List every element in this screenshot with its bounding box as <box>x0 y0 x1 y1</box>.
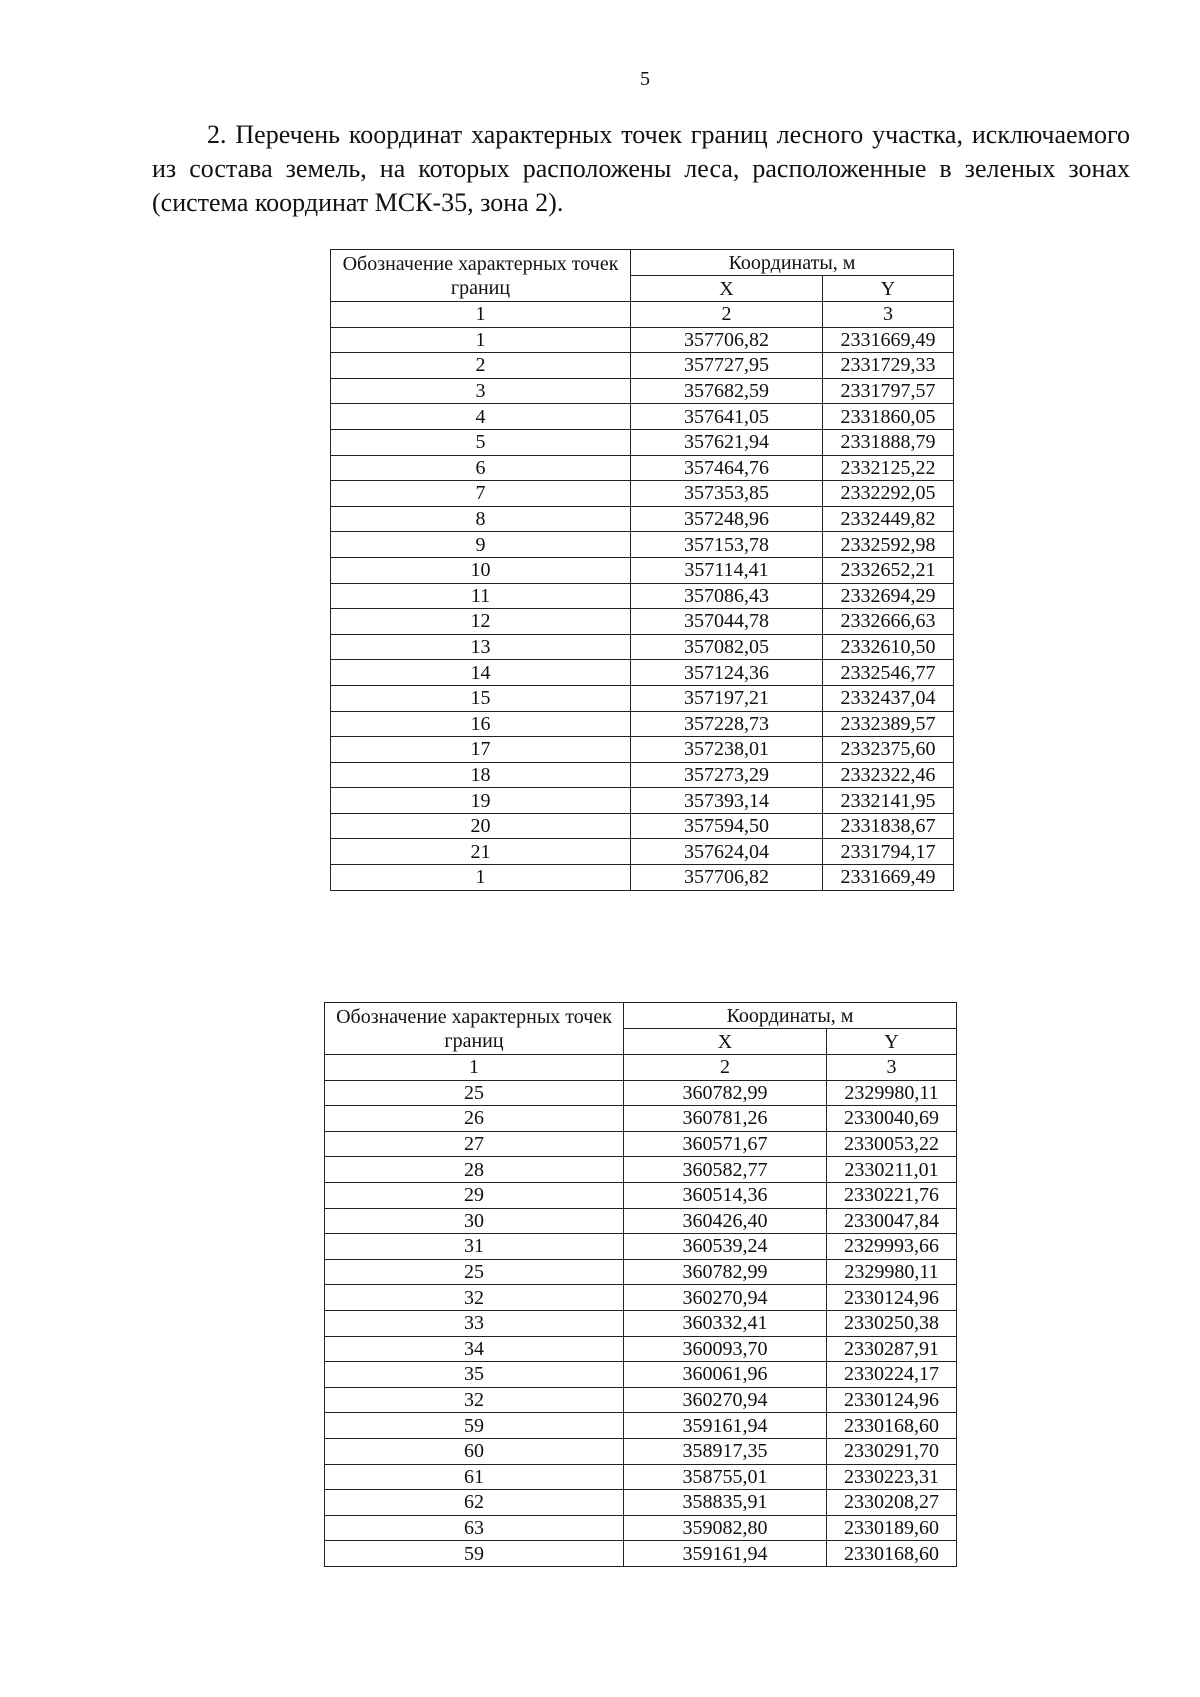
table-row <box>325 1208 957 1234</box>
y-coordinate-cell: 2330211,01 <box>827 1157 957 1183</box>
point-cell: 5 <box>331 429 631 455</box>
y-coordinate-cell: 2330208,27 <box>827 1490 957 1516</box>
column-number-row <box>325 1055 957 1081</box>
point-cell: 2 <box>331 353 631 379</box>
x-coordinate-cell: 360781,26 <box>624 1106 827 1132</box>
point-cell: 4 <box>331 404 631 430</box>
coordinates-header: Координаты, м <box>624 1003 957 1029</box>
y-coordinate-cell: 2331838,67 <box>823 813 954 839</box>
point-cell: 13 <box>331 634 631 660</box>
y-coordinate-cell: 2329980,11 <box>827 1080 957 1106</box>
x-coordinate-cell: 360782,99 <box>624 1080 827 1106</box>
y-coordinate-cell: 2330189,60 <box>827 1515 957 1541</box>
table-row <box>331 378 954 404</box>
table-row <box>325 1515 957 1541</box>
x-coordinate-cell: 358917,35 <box>624 1438 827 1464</box>
y-coordinate-cell: 2332694,29 <box>823 583 954 609</box>
table-row <box>331 404 954 430</box>
point-cell: 12 <box>331 609 631 635</box>
table-row <box>331 429 954 455</box>
point-cell: 62 <box>325 1490 624 1516</box>
table-row <box>325 1106 957 1132</box>
table-row <box>325 1234 957 1260</box>
coordinates-table-2 <box>324 1002 957 1567</box>
point-cell: 11 <box>331 583 631 609</box>
point-cell: 25 <box>325 1259 624 1285</box>
y-coordinate-cell: 2330168,60 <box>827 1413 957 1439</box>
point-cell: 59 <box>325 1413 624 1439</box>
x-coordinate-cell: 358835,91 <box>624 1490 827 1516</box>
y-coordinate-cell: 2330124,96 <box>827 1285 957 1311</box>
x-coordinate-cell: 357464,76 <box>631 455 823 481</box>
point-cell: 19 <box>331 788 631 814</box>
table-row <box>331 481 954 507</box>
y-coordinate-cell: 2332592,98 <box>823 532 954 558</box>
y-coordinate-cell: 2330250,38 <box>827 1310 957 1336</box>
table-row <box>331 737 954 763</box>
column-number: 1 <box>325 1055 624 1081</box>
column-number: 3 <box>827 1055 957 1081</box>
x-coordinate-cell: 357153,78 <box>631 532 823 558</box>
x-column-header: X <box>631 276 823 302</box>
y-coordinate-cell: 2332292,05 <box>823 481 954 507</box>
y-column-header: Y <box>827 1029 957 1055</box>
y-coordinate-cell: 2332652,21 <box>823 557 954 583</box>
point-cell: 20 <box>331 813 631 839</box>
point-cell: 26 <box>325 1106 624 1132</box>
x-coordinate-cell: 360582,77 <box>624 1157 827 1183</box>
y-coordinate-cell: 2331794,17 <box>823 839 954 865</box>
x-coordinate-cell: 360093,70 <box>624 1336 827 1362</box>
point-cell: 34 <box>325 1336 624 1362</box>
table-row <box>331 788 954 814</box>
x-coordinate-cell: 357706,82 <box>631 865 823 891</box>
y-coordinate-cell: 2330053,22 <box>827 1131 957 1157</box>
table-row <box>331 813 954 839</box>
point-cell: 30 <box>325 1208 624 1234</box>
y-coordinate-cell: 2330287,91 <box>827 1336 957 1362</box>
table-row <box>331 506 954 532</box>
point-cell: 14 <box>331 660 631 686</box>
y-coordinate-cell: 2332389,57 <box>823 711 954 737</box>
table-row <box>325 1259 957 1285</box>
x-coordinate-cell: 357393,14 <box>631 788 823 814</box>
x-coordinate-cell: 359161,94 <box>624 1541 827 1567</box>
y-column-header: Y <box>823 276 954 302</box>
table-row <box>325 1182 957 1208</box>
x-coordinate-cell: 360782,99 <box>624 1259 827 1285</box>
x-coordinate-cell: 360332,41 <box>624 1310 827 1336</box>
x-coordinate-cell: 357086,43 <box>631 583 823 609</box>
table-row <box>331 532 954 558</box>
point-cell: 31 <box>325 1234 624 1260</box>
point-cell: 17 <box>331 737 631 763</box>
column-number: 2 <box>624 1055 827 1081</box>
table-row <box>325 1541 957 1567</box>
point-cell: 59 <box>325 1541 624 1567</box>
point-cell: 7 <box>331 481 631 507</box>
table-row <box>325 1131 957 1157</box>
table-row <box>325 1157 957 1183</box>
page-number: 5 <box>640 68 650 90</box>
x-coordinate-cell: 360571,67 <box>624 1131 827 1157</box>
table-row <box>331 634 954 660</box>
point-cell: 6 <box>331 455 631 481</box>
coordinates-header: Координаты, м <box>631 250 954 276</box>
table-row <box>331 583 954 609</box>
y-coordinate-cell: 2332375,60 <box>823 737 954 763</box>
point-column-header: Обозначение характерных точек границ <box>331 250 631 302</box>
table-row <box>325 1464 957 1490</box>
point-cell: 8 <box>331 506 631 532</box>
table-row <box>325 1362 957 1388</box>
y-coordinate-cell: 2332666,63 <box>823 609 954 635</box>
table-row <box>331 711 954 737</box>
table-row <box>325 1413 957 1439</box>
x-coordinate-cell: 357238,01 <box>631 737 823 763</box>
x-coordinate-cell: 358755,01 <box>624 1464 827 1490</box>
table-header-row <box>331 250 954 276</box>
table-row <box>325 1387 957 1413</box>
coordinates-table-1 <box>330 249 954 891</box>
point-cell: 9 <box>331 532 631 558</box>
column-number: 2 <box>631 302 823 328</box>
point-cell: 21 <box>331 839 631 865</box>
y-coordinate-cell: 2330221,76 <box>827 1182 957 1208</box>
point-cell: 1 <box>331 327 631 353</box>
point-cell: 35 <box>325 1362 624 1388</box>
point-cell: 32 <box>325 1285 624 1311</box>
x-coordinate-cell: 357682,59 <box>631 378 823 404</box>
y-coordinate-cell: 2330047,84 <box>827 1208 957 1234</box>
x-coordinate-cell: 357706,82 <box>631 327 823 353</box>
x-coordinate-cell: 359161,94 <box>624 1413 827 1439</box>
y-coordinate-cell: 2330040,69 <box>827 1106 957 1132</box>
x-coordinate-cell: 360514,36 <box>624 1182 827 1208</box>
table-row <box>331 353 954 379</box>
column-number: 3 <box>823 302 954 328</box>
y-coordinate-cell: 2331729,33 <box>823 353 954 379</box>
section-paragraph: 2. Перечень координат характерных точек границ лесного участка, исключаемого из состава земель, на которых расположены леса, расположенные в зеленых зонах (система координат МСК-35, зона 2). <box>152 120 1130 217</box>
point-cell: 33 <box>325 1310 624 1336</box>
y-coordinate-cell: 2331888,79 <box>823 429 954 455</box>
y-coordinate-cell: 2330224,17 <box>827 1362 957 1388</box>
point-column-header: Обозначение характерных точек границ <box>325 1003 624 1055</box>
x-coordinate-cell: 357114,41 <box>631 557 823 583</box>
x-coordinate-cell: 357124,36 <box>631 660 823 686</box>
x-coordinate-cell: 357727,95 <box>631 353 823 379</box>
point-cell: 27 <box>325 1131 624 1157</box>
table-row <box>331 609 954 635</box>
column-number: 1 <box>331 302 631 328</box>
y-coordinate-cell: 2332322,46 <box>823 762 954 788</box>
x-coordinate-cell: 360426,40 <box>624 1208 827 1234</box>
x-coordinate-cell: 357228,73 <box>631 711 823 737</box>
x-coordinate-cell: 357044,78 <box>631 609 823 635</box>
x-coordinate-cell: 357248,96 <box>631 506 823 532</box>
y-coordinate-cell: 2331860,05 <box>823 404 954 430</box>
point-cell: 16 <box>331 711 631 737</box>
x-coordinate-cell: 357621,94 <box>631 429 823 455</box>
y-coordinate-cell: 2329993,66 <box>827 1234 957 1260</box>
point-cell: 1 <box>331 865 631 891</box>
y-coordinate-cell: 2330223,31 <box>827 1464 957 1490</box>
table-header-row <box>325 1003 957 1029</box>
y-coordinate-cell: 2332141,95 <box>823 788 954 814</box>
table-row <box>331 762 954 788</box>
point-cell: 18 <box>331 762 631 788</box>
point-cell: 29 <box>325 1182 624 1208</box>
x-coordinate-cell: 357273,29 <box>631 762 823 788</box>
point-cell: 15 <box>331 685 631 711</box>
table-row <box>331 839 954 865</box>
table-row <box>331 865 954 891</box>
y-coordinate-cell: 2330291,70 <box>827 1438 957 1464</box>
table-row <box>331 660 954 686</box>
y-coordinate-cell: 2331669,49 <box>823 327 954 353</box>
y-coordinate-cell: 2330124,96 <box>827 1387 957 1413</box>
point-cell: 25 <box>325 1080 624 1106</box>
point-cell: 3 <box>331 378 631 404</box>
y-coordinate-cell: 2331797,57 <box>823 378 954 404</box>
table-row <box>325 1310 957 1336</box>
y-coordinate-cell: 2332546,77 <box>823 660 954 686</box>
y-coordinate-cell: 2330168,60 <box>827 1541 957 1567</box>
point-cell: 32 <box>325 1387 624 1413</box>
y-coordinate-cell: 2332449,82 <box>823 506 954 532</box>
table-row <box>325 1490 957 1516</box>
x-coordinate-cell: 357197,21 <box>631 685 823 711</box>
x-column-header: X <box>624 1029 827 1055</box>
point-cell: 60 <box>325 1438 624 1464</box>
point-cell: 61 <box>325 1464 624 1490</box>
table-row <box>325 1080 957 1106</box>
point-cell: 28 <box>325 1157 624 1183</box>
x-coordinate-cell: 360061,96 <box>624 1362 827 1388</box>
x-coordinate-cell: 357624,04 <box>631 839 823 865</box>
table-row <box>325 1336 957 1362</box>
column-number-row <box>331 302 954 328</box>
x-coordinate-cell: 360270,94 <box>624 1285 827 1311</box>
x-coordinate-cell: 360539,24 <box>624 1234 827 1260</box>
table-row <box>331 557 954 583</box>
point-cell: 63 <box>325 1515 624 1541</box>
table-row <box>331 685 954 711</box>
y-coordinate-cell: 2332437,04 <box>823 685 954 711</box>
x-coordinate-cell: 357641,05 <box>631 404 823 430</box>
y-coordinate-cell: 2329980,11 <box>827 1259 957 1285</box>
x-coordinate-cell: 357353,85 <box>631 481 823 507</box>
point-cell: 10 <box>331 557 631 583</box>
x-coordinate-cell: 359082,80 <box>624 1515 827 1541</box>
table-row <box>325 1285 957 1311</box>
table-row <box>325 1438 957 1464</box>
table-row <box>331 327 954 353</box>
y-coordinate-cell: 2332125,22 <box>823 455 954 481</box>
x-coordinate-cell: 357082,05 <box>631 634 823 660</box>
x-coordinate-cell: 357594,50 <box>631 813 823 839</box>
x-coordinate-cell: 360270,94 <box>624 1387 827 1413</box>
y-coordinate-cell: 2331669,49 <box>823 865 954 891</box>
table-row <box>331 455 954 481</box>
y-coordinate-cell: 2332610,50 <box>823 634 954 660</box>
